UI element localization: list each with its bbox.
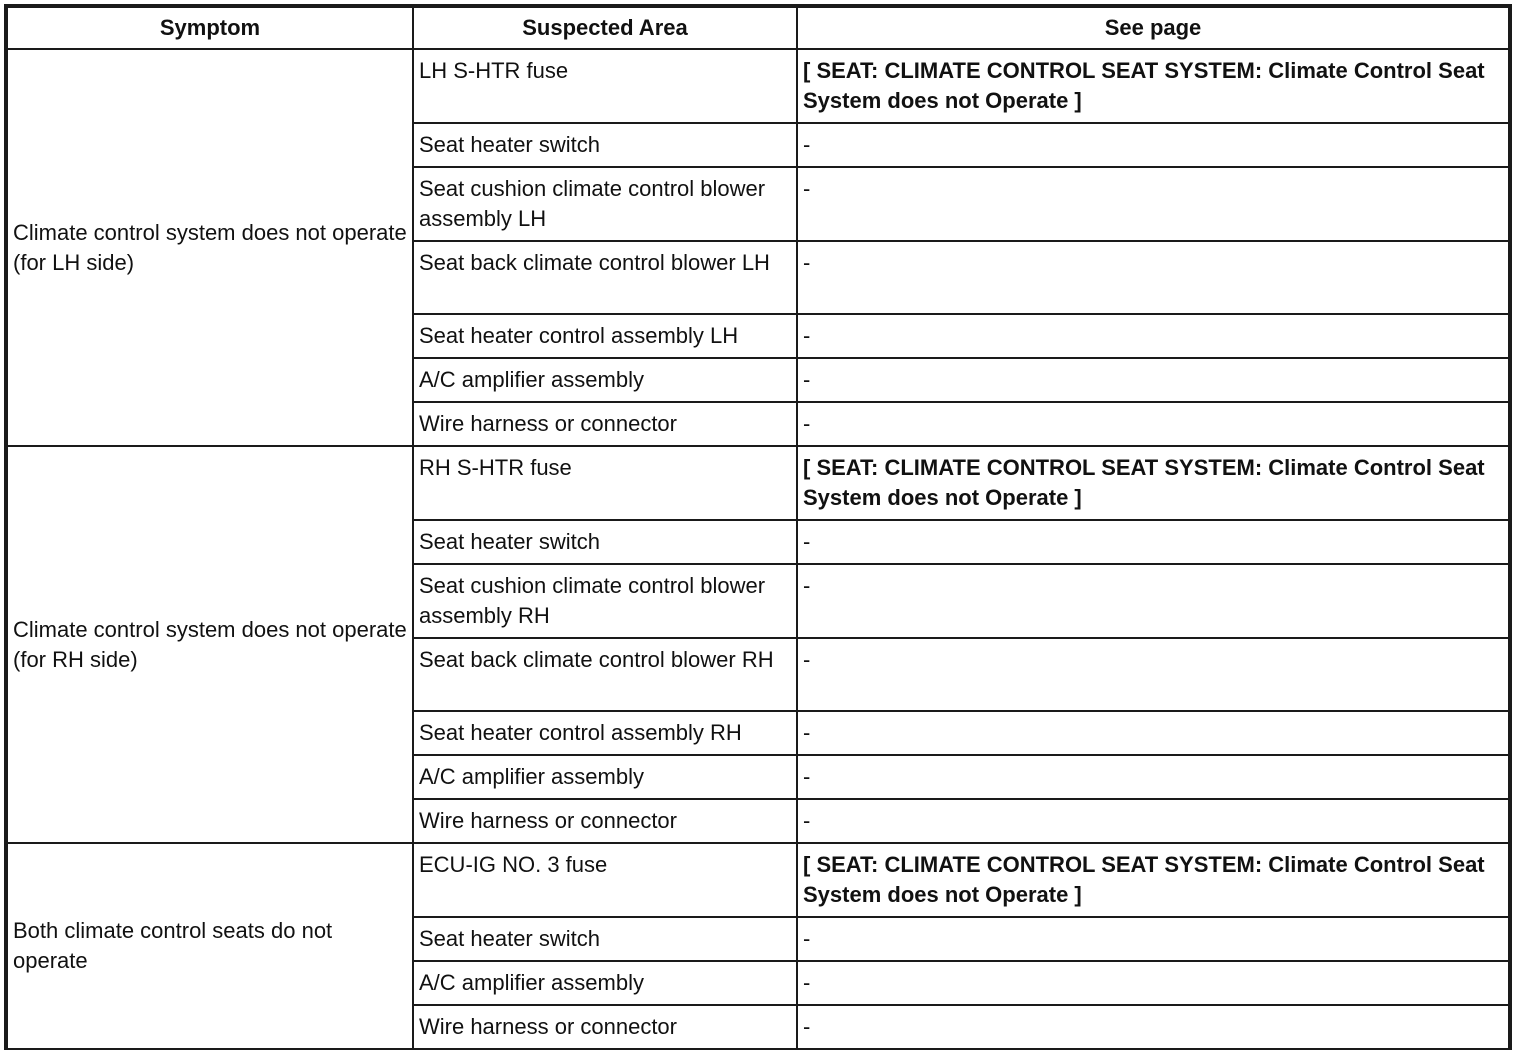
see-page-cell: - bbox=[797, 917, 1509, 961]
see-page-cell: - bbox=[797, 314, 1509, 358]
see-page-cell: - bbox=[797, 241, 1509, 314]
suspected-area-cell: Seat back climate control blower LH bbox=[413, 241, 797, 314]
suspected-area-cell: LH S-HTR fuse bbox=[413, 49, 797, 123]
suspected-area-cell: Seat heater switch bbox=[413, 917, 797, 961]
header-symptom: Symptom bbox=[7, 7, 413, 49]
see-page-cell: - bbox=[797, 799, 1509, 843]
suspected-area-cell: RH S-HTR fuse bbox=[413, 446, 797, 520]
see-page-cell: - bbox=[797, 638, 1509, 711]
see-page-cell: - bbox=[797, 564, 1509, 638]
see-page-cell: - bbox=[797, 402, 1509, 446]
header-row bbox=[7, 7, 1509, 49]
suspected-area-cell: A/C amplifier assembly bbox=[413, 358, 797, 402]
suspected-area-cell: Wire harness or connector bbox=[413, 402, 797, 446]
suspected-area-cell: Seat heater control assembly RH bbox=[413, 711, 797, 755]
see-page-link[interactable]: [ SEAT: CLIMATE CONTROL SEAT SYSTEM: Climate Control Seat System does not Operate ] bbox=[797, 446, 1509, 520]
suspected-area-cell: Seat heater switch bbox=[413, 123, 797, 167]
header-suspected-area: Suspected Area bbox=[413, 7, 797, 49]
suspected-area-cell: Wire harness or connector bbox=[413, 1005, 797, 1049]
suspected-area-cell: Seat back climate control blower RH bbox=[413, 638, 797, 711]
symptom-cell: Climate control system does not operate (for RH side) bbox=[7, 446, 413, 843]
suspected-area-cell: A/C amplifier assembly bbox=[413, 961, 797, 1005]
suspected-area-cell: Seat heater control assembly LH bbox=[413, 314, 797, 358]
suspected-area-cell: Seat cushion climate control blower assembly RH bbox=[413, 564, 797, 638]
symptom-table bbox=[6, 6, 1510, 1050]
table-row bbox=[7, 843, 1509, 917]
see-page-cell: - bbox=[797, 123, 1509, 167]
see-page-cell: - bbox=[797, 520, 1509, 564]
symptom-cell: Climate control system does not operate (for LH side) bbox=[7, 49, 413, 446]
see-page-cell: - bbox=[797, 167, 1509, 241]
see-page-cell: - bbox=[797, 755, 1509, 799]
see-page-cell: - bbox=[797, 961, 1509, 1005]
header-see-page: See page bbox=[797, 7, 1509, 49]
suspected-area-cell: Seat cushion climate control blower assembly LH bbox=[413, 167, 797, 241]
suspected-area-cell: A/C amplifier assembly bbox=[413, 755, 797, 799]
suspected-area-cell: Seat heater switch bbox=[413, 520, 797, 564]
table-row bbox=[7, 446, 1509, 520]
symptom-cell: Both climate control seats do not operate bbox=[7, 843, 413, 1049]
suspected-area-cell: Wire harness or connector bbox=[413, 799, 797, 843]
see-page-cell: - bbox=[797, 358, 1509, 402]
suspected-area-cell: ECU-IG NO. 3 fuse bbox=[413, 843, 797, 917]
see-page-cell: - bbox=[797, 1005, 1509, 1049]
see-page-cell: - bbox=[797, 711, 1509, 755]
table-row bbox=[7, 49, 1509, 123]
see-page-link[interactable]: [ SEAT: CLIMATE CONTROL SEAT SYSTEM: Climate Control Seat System does not Operate ] bbox=[797, 49, 1509, 123]
see-page-link[interactable]: [ SEAT: CLIMATE CONTROL SEAT SYSTEM: Climate Control Seat System does not Operate ] bbox=[797, 843, 1509, 917]
